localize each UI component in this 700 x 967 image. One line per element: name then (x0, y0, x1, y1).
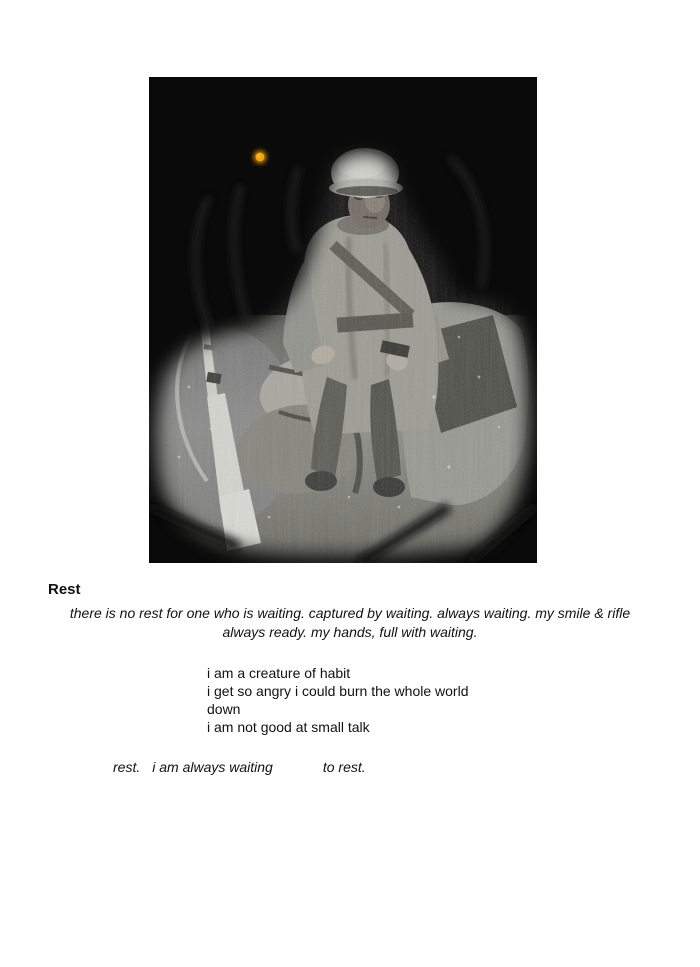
soldier-photo (149, 77, 537, 563)
epigraph-line-1: there is no rest for one who is waiting. captured by waiting. always waiting. my smile & rifle (69, 605, 631, 621)
stanza-line: i am a creature of habit (207, 665, 351, 681)
epigraph (36, 604, 664, 642)
photo-window (149, 127, 537, 563)
stanza-line: i get so angry i could burn the whole world (207, 683, 469, 699)
stanza-line: down (207, 701, 241, 717)
orange-dot (253, 150, 267, 164)
closing-part-3: to rest. (322, 759, 366, 775)
soldier-photo-canvas (149, 77, 537, 563)
closing-part-1: rest. (113, 759, 141, 775)
scan-streaks (149, 127, 537, 563)
poem-title: Rest (48, 581, 81, 598)
stanza (207, 664, 468, 736)
epigraph-line-2: always ready. my hands, full with waiting. (222, 624, 478, 640)
closing-line (113, 758, 366, 776)
stanza-line: i am not good at small talk (207, 719, 370, 735)
closing-part-2: i am always waiting (152, 759, 273, 775)
